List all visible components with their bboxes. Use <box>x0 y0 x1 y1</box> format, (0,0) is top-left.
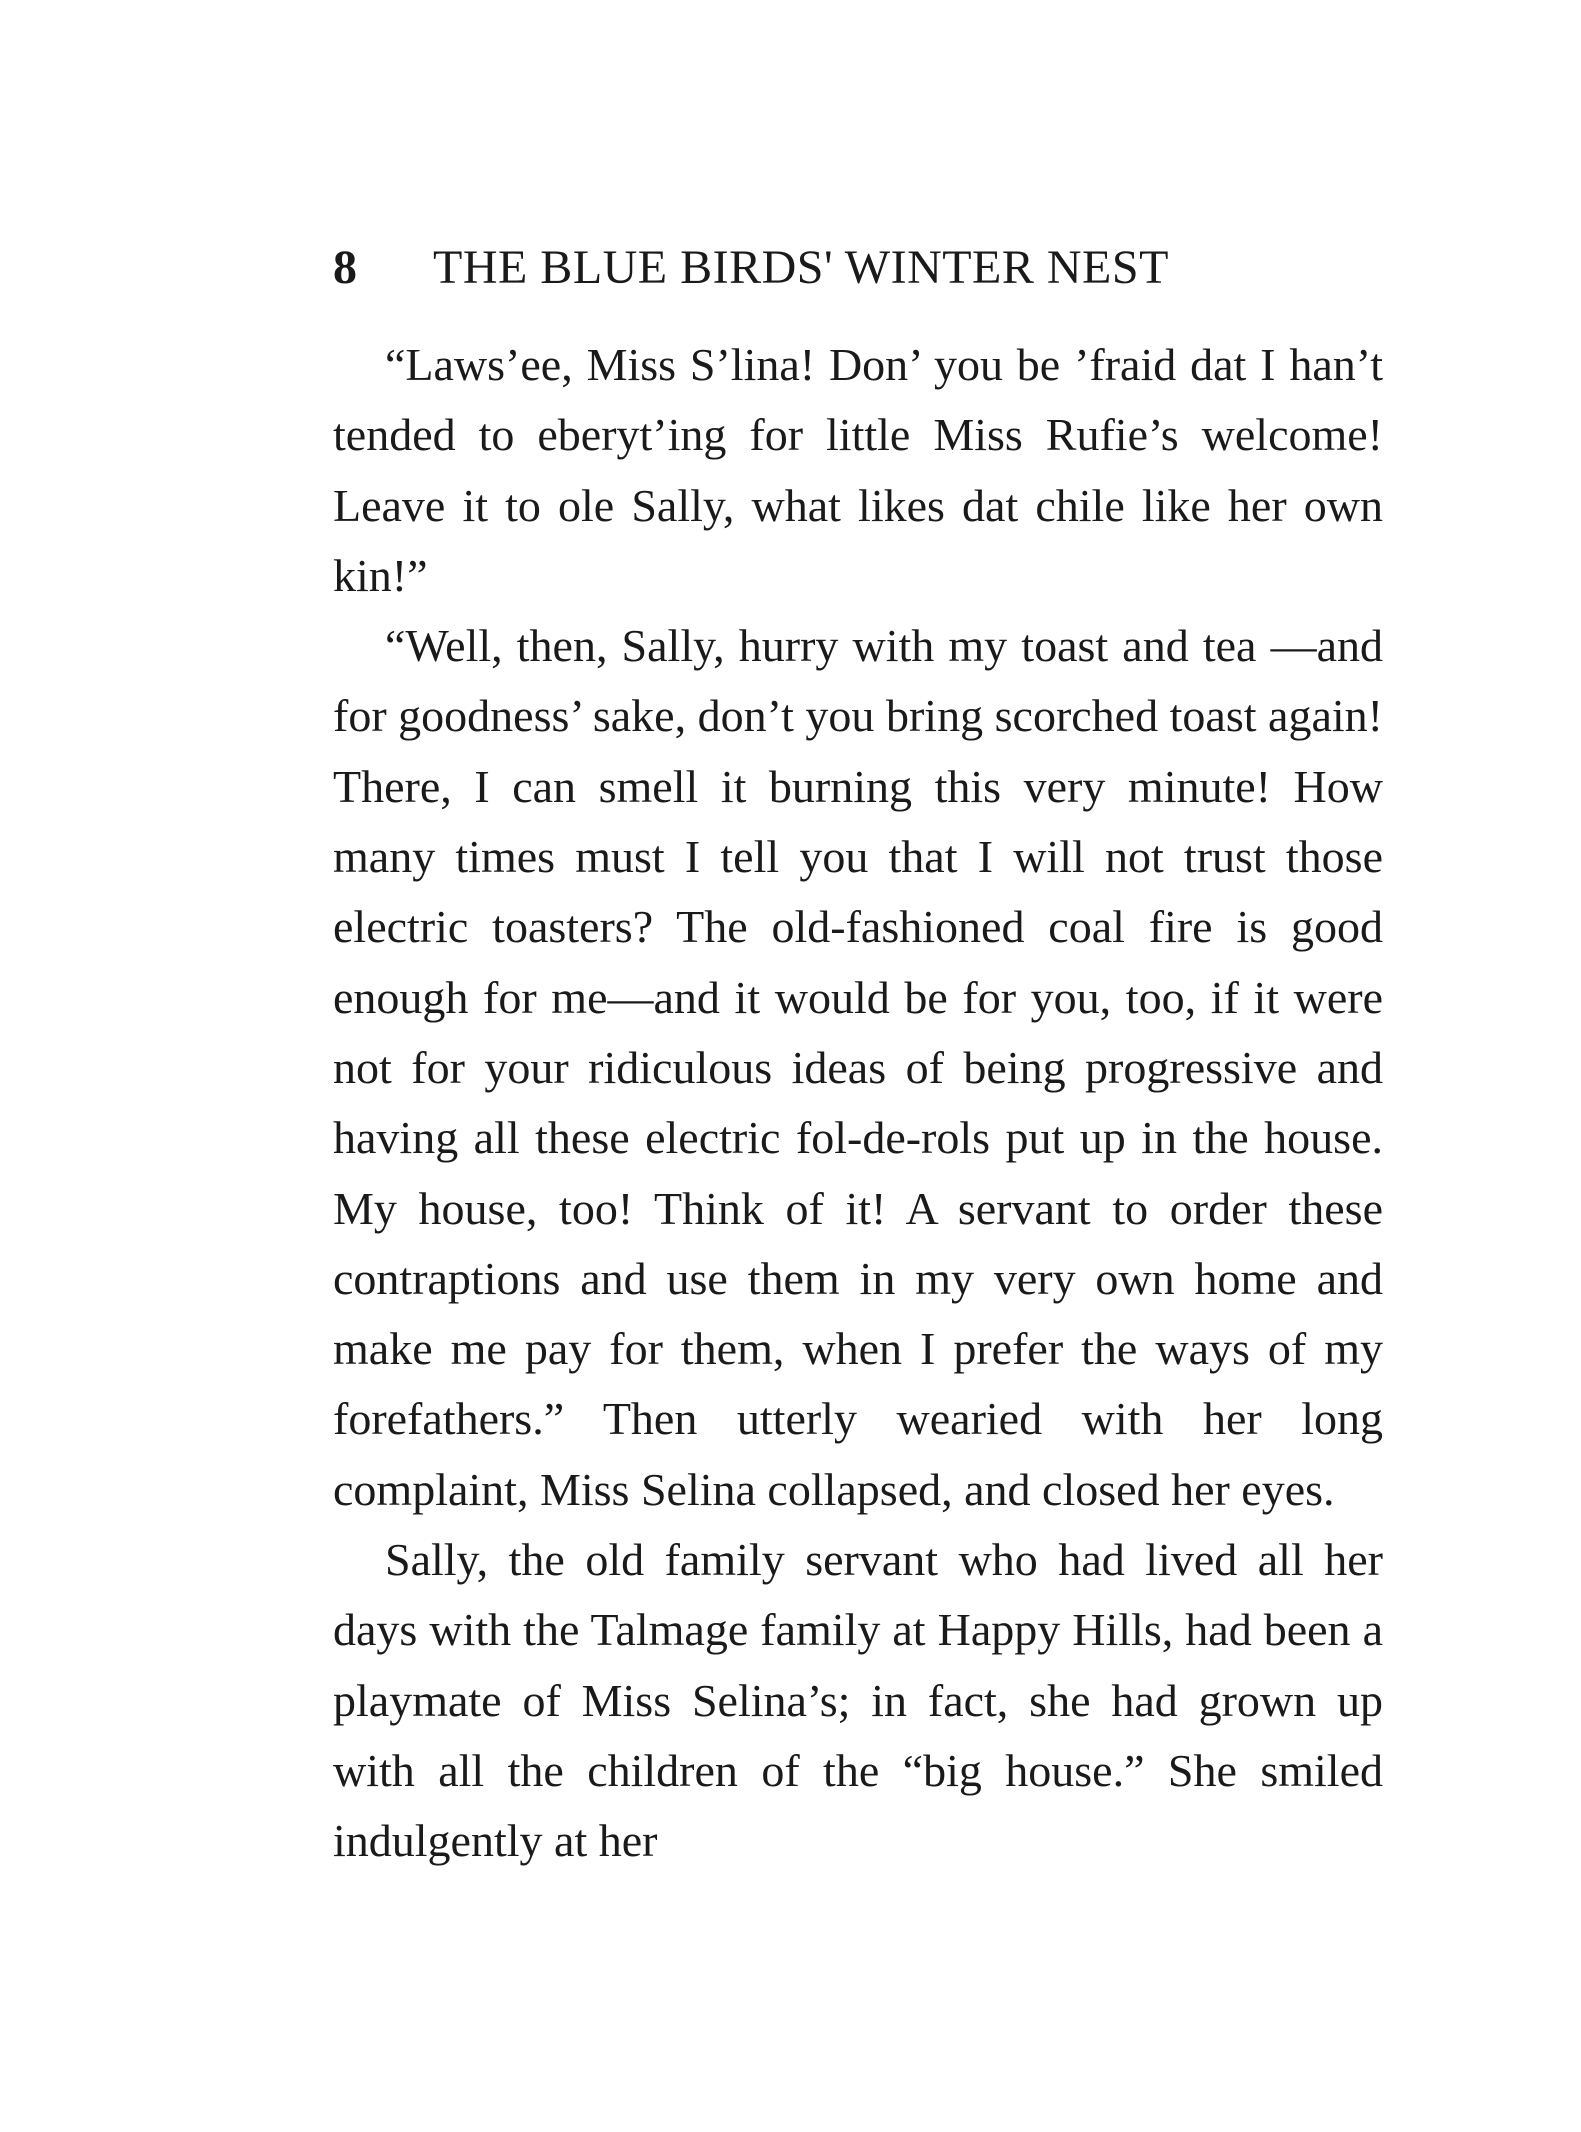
paragraph: “Laws’ee, Miss S’lina! Don’ you be ’fraid dat I han’t tended to eberyt’ing for little Miss Rufie’s welcome! Leave it to ole Sally, what likes dat chile like her own kin!” <box>333 339 1383 601</box>
paragraph: “Well, then, Sally, hurry with my toast and tea —and for goodness’ sake, don’t you bring scorched toast again! There, I can smell it burning this very minute! How many times must I tell you that I will not trust those electric toasters? The old-fashioned coal fire is good enough for me—and it would be for you, too, if it were not for your ridiculous ideas of being progressive and having all these electric fol-de-rols put up in the house. My house, too! Think of it! A servant to order these contraptions and use them in my very own home and make me pay for them, when I prefer the ways of my forefathers.” Then utterly wearied with her long complaint, Miss Selina collapsed, and closed her eyes. <box>333 620 1383 1515</box>
running-head <box>333 238 1293 298</box>
running-title: THE BLUE BIRDS' WINTER NEST <box>433 241 1169 294</box>
body-text <box>333 330 1383 1877</box>
page-number: 8 <box>333 241 358 294</box>
paragraph: Sally, the old family servant who had lived all her days with the Talmage family at Happy Hills, had been a playmate of Miss Selina’s; in fact, she had grown up with all the children of the “big house.” She smiled indulgently at her <box>333 1534 1383 1867</box>
